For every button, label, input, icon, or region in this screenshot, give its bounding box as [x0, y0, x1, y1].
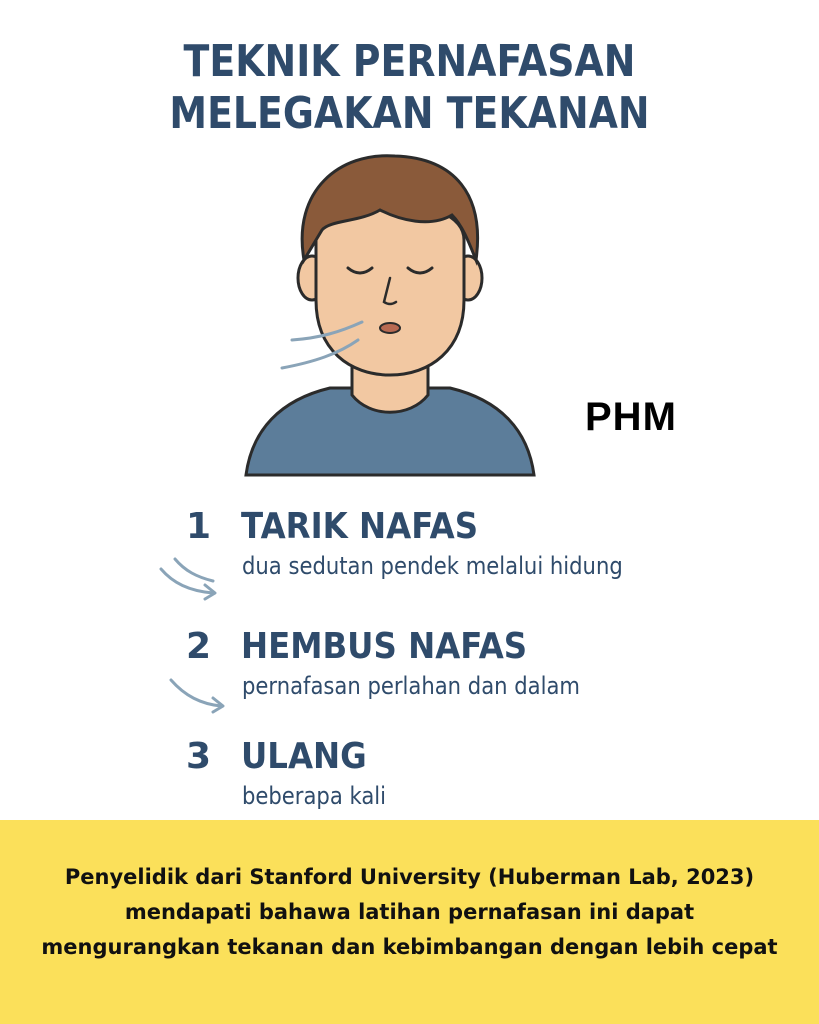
research-note: [20, 860, 799, 965]
mouth: [380, 323, 400, 333]
step-title: TARIK NAFAS: [241, 506, 479, 547]
research-banner: [0, 820, 819, 1024]
exhale-arrow-icon: [165, 672, 230, 717]
title-line-1: TEKNIK PERNAFASAN: [183, 36, 636, 87]
banner-line-2: mendapati bahawa latihan pernafasan ini dapat: [124, 900, 695, 924]
page-title: [57, 36, 761, 140]
step-description: beberapa kali: [242, 782, 387, 810]
breathing-person-illustration: [230, 150, 550, 480]
title-line-2: MELEGAKAN TEKANAN: [169, 88, 650, 139]
step-item: [0, 736, 819, 816]
step-number: 2: [186, 626, 212, 667]
step-item: [0, 626, 819, 706]
step-title: HEMBUS NAFAS: [241, 626, 528, 667]
step-description: pernafasan perlahan dan dalam: [242, 672, 580, 700]
banner-line-3: mengurangkan tekanan dan kebimbangan dengan lebih cepat: [41, 935, 778, 959]
step-title: ULANG: [241, 736, 367, 777]
step-number: 3: [186, 736, 212, 777]
step-description: dua sedutan pendek melalui hidung: [242, 552, 623, 580]
face-shape: [316, 203, 464, 376]
step-item: [0, 506, 819, 586]
banner-line-1: Penyelidik dari Stanford University (Huberman Lab, 2023): [64, 865, 755, 889]
step-number: 1: [186, 506, 212, 547]
watermark-text: PHM: [585, 395, 677, 439]
inhale-arrow-icon: [155, 555, 225, 605]
